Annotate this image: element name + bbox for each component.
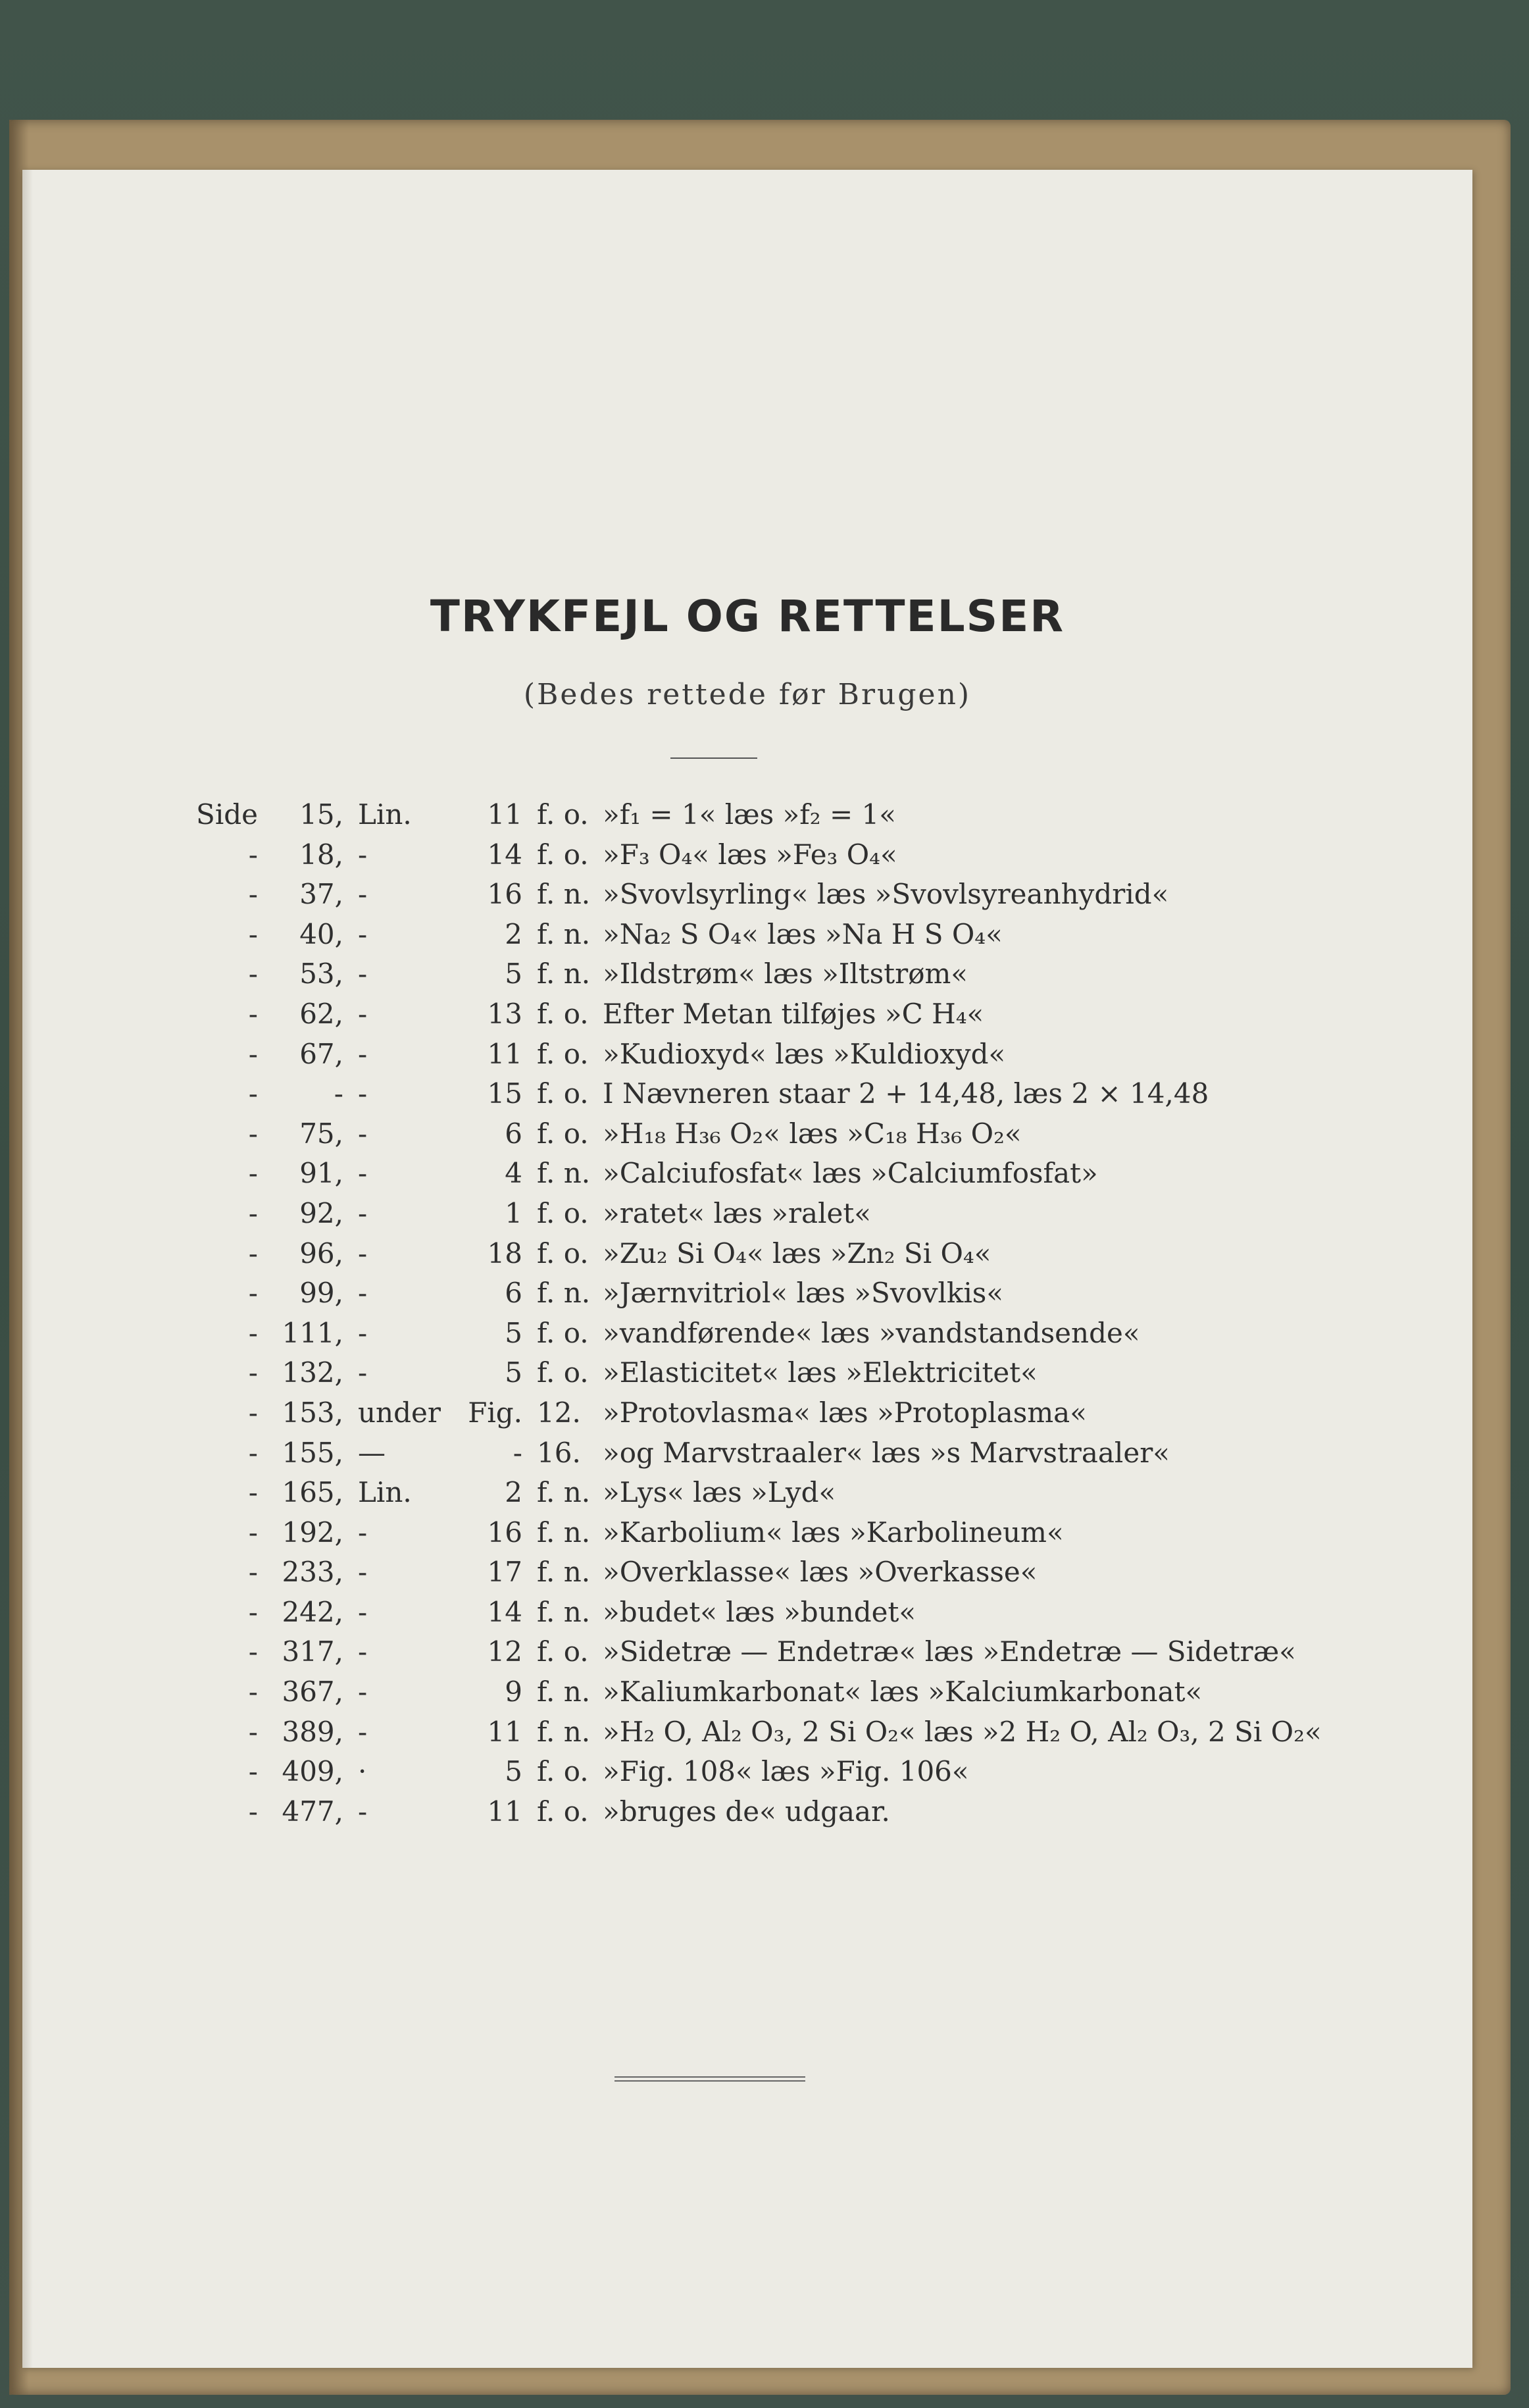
errata-row <box>186 1390 1422 1430</box>
errata-side: - <box>248 1795 258 1828</box>
errata-position: f. o. <box>537 1316 589 1349</box>
errata-position: f. n. <box>537 1157 591 1190</box>
errata-row <box>186 1350 1422 1390</box>
errata-row <box>186 871 1422 911</box>
errata-page: 165, <box>282 1476 343 1509</box>
errata-position: f. o. <box>537 1795 589 1828</box>
errata-page: - <box>334 1077 343 1110</box>
errata-side: - <box>248 1556 258 1589</box>
errata-kind: - <box>358 1556 368 1589</box>
errata-page: 15, <box>299 798 343 831</box>
errata-row <box>186 1709 1422 1749</box>
errata-kind: - <box>358 1595 368 1628</box>
errata-position: 16. <box>537 1436 581 1469</box>
errata-page: 99, <box>299 1277 343 1310</box>
errata-page: 132, <box>282 1356 343 1389</box>
errata-side: - <box>248 878 258 911</box>
errata-row <box>186 1031 1422 1071</box>
errata-position: f. o. <box>537 798 589 831</box>
errata-kind: - <box>358 1037 368 1070</box>
errata-kind: - <box>358 1316 368 1349</box>
errata-line: 9 <box>505 1676 522 1708</box>
errata-line: 11 <box>487 798 522 831</box>
errata-line: 4 <box>505 1157 522 1190</box>
errata-row <box>186 1470 1422 1510</box>
errata-kind: - <box>358 917 368 950</box>
errata-position: f. o. <box>537 997 589 1030</box>
page-title: TRYKFEJL OG RETTELSER <box>430 591 1065 642</box>
errata-kind: - <box>358 1157 368 1190</box>
errata-kind: - <box>358 1356 368 1389</box>
errata-line: 6 <box>505 1277 522 1310</box>
errata-line: 13 <box>487 997 522 1030</box>
errata-page: 409, <box>282 1755 343 1788</box>
errata-row <box>186 1749 1422 1789</box>
errata-page: 91, <box>299 1157 343 1190</box>
errata-row <box>186 1549 1422 1589</box>
errata-side: - <box>248 1595 258 1628</box>
errata-position: f. n. <box>537 1476 591 1509</box>
errata-side: - <box>248 1316 258 1349</box>
errata-position: f. o. <box>537 1356 589 1389</box>
errata-kind: - <box>358 838 368 871</box>
errata-correction: »Elasticitet« læs »Elektricitet« <box>603 1356 1038 1389</box>
errata-side: Side <box>196 798 258 831</box>
errata-position: f. o. <box>537 1196 589 1229</box>
errata-kind: - <box>358 1795 368 1828</box>
errata-page: 111, <box>282 1316 343 1349</box>
errata-side: - <box>248 1436 258 1469</box>
errata-kind: - <box>358 1715 368 1748</box>
errata-page: 37, <box>299 878 343 911</box>
errata-row <box>186 1789 1422 1829</box>
errata-correction: »H₁₈ H₃₆ O₂« læs »C₁₈ H₃₆ O₂« <box>603 1117 1022 1150</box>
errata-page: 75, <box>299 1117 343 1150</box>
errata-line: 16 <box>487 1516 522 1549</box>
errata-correction: »Jærnvitriol« læs »Svovlkis« <box>603 1277 1004 1310</box>
errata-side: - <box>248 1755 258 1788</box>
errata-page: 67, <box>299 1037 343 1070</box>
errata-page: 18, <box>299 838 343 871</box>
errata-line: 12 <box>487 1635 522 1668</box>
errata-line: 14 <box>487 838 522 871</box>
errata-page: 96, <box>299 1237 343 1269</box>
errata-side: - <box>248 1635 258 1668</box>
errata-correction: »ratet« læs »ralet« <box>603 1196 871 1229</box>
errata-side: - <box>248 1117 258 1150</box>
errata-kind: - <box>358 1516 368 1549</box>
errata-side: - <box>248 1277 258 1310</box>
errata-page: 62, <box>299 997 343 1030</box>
errata-position: f. n. <box>537 1595 591 1628</box>
errata-side: - <box>248 1196 258 1229</box>
errata-kind: Lin. <box>358 798 412 831</box>
errata-kind: - <box>358 878 368 911</box>
errata-kind: Lin. <box>358 1476 412 1509</box>
errata-side: - <box>248 1676 258 1708</box>
errata-page: 317, <box>282 1635 343 1668</box>
errata-side: - <box>248 1077 258 1110</box>
errata-kind: - <box>358 1277 368 1310</box>
errata-correction: »Zu₂ Si O₄« læs »Zn₂ Si O₄« <box>603 1237 991 1269</box>
errata-side: - <box>248 917 258 950</box>
errata-page: 155, <box>282 1436 343 1469</box>
errata-correction: »og Marvstraaler« læs »s Marvstraaler« <box>603 1436 1170 1469</box>
errata-correction: »Svovlsyrling« læs »Svovlsyreanhydrid« <box>603 878 1169 911</box>
errata-row <box>186 1191 1422 1231</box>
errata-line: 11 <box>487 1715 522 1748</box>
errata-page: 153, <box>282 1396 343 1429</box>
errata-correction: »budet« læs »bundet« <box>603 1595 916 1628</box>
errata-side: - <box>248 958 258 990</box>
errata-correction: »Lys« læs »Lyd« <box>603 1476 836 1509</box>
errata-line: 11 <box>487 1037 522 1070</box>
errata-side: - <box>248 1396 258 1429</box>
errata-position: f. o. <box>537 1635 589 1668</box>
errata-kind: · <box>358 1755 367 1788</box>
errata-row <box>186 1071 1422 1111</box>
errata-row <box>186 1430 1422 1470</box>
errata-side: - <box>248 1157 258 1190</box>
errata-kind: - <box>358 1237 368 1269</box>
errata-line: 6 <box>505 1117 522 1150</box>
errata-page: 233, <box>282 1556 343 1589</box>
errata-row <box>186 1150 1422 1191</box>
errata-correction: »Ildstrøm« læs »Iltstrøm« <box>603 958 968 990</box>
errata-correction: »Calciufosfat« læs »Calciumfosfat» <box>603 1157 1098 1190</box>
errata-correction: »Sidetræ — Endetræ« læs »Endetræ — Sidetræ« <box>603 1635 1296 1668</box>
errata-page: 192, <box>282 1516 343 1549</box>
errata-row <box>186 1589 1422 1629</box>
errata-position: f. n. <box>537 1556 591 1589</box>
errata-position: f. n. <box>537 878 591 911</box>
errata-position: f. o. <box>537 1237 589 1269</box>
errata-line: 2 <box>505 1476 522 1509</box>
errata-correction: »H₂ O, Al₂ O₃, 2 Si O₂« læs »2 H₂ O, Al₂ O₃, 2 Si O₂« <box>603 1715 1322 1748</box>
errata-side: - <box>248 1356 258 1389</box>
errata-page: 389, <box>282 1715 343 1748</box>
errata-position: f. o. <box>537 1037 589 1070</box>
errata-line: 5 <box>505 1755 522 1788</box>
errata-side: - <box>248 1516 258 1549</box>
errata-correction: »Protovlasma« læs »Protoplasma« <box>603 1396 1087 1429</box>
book-page <box>22 170 1472 2368</box>
errata-position: f. n. <box>537 1676 591 1708</box>
errata-row <box>186 911 1422 952</box>
errata-row <box>186 991 1422 1031</box>
errata-kind: - <box>358 1117 368 1150</box>
errata-position: f. o. <box>537 1077 589 1110</box>
errata-correction: I Nævneren staar 2 + 14,48, læs 2 × 14,48 <box>603 1077 1209 1110</box>
errata-correction: Efter Metan tilføjes »C H₄« <box>603 997 984 1030</box>
errata-page: 40, <box>299 917 343 950</box>
errata-correction: »f₁ = 1« læs »f₂ = 1« <box>603 798 896 831</box>
errata-line: - <box>513 1436 522 1469</box>
errata-correction: »F₃ O₄« læs »Fe₃ O₄« <box>603 838 897 871</box>
errata-line: 2 <box>505 917 522 950</box>
errata-correction: »Kaliumkarbonat« læs »Kalciumkarbonat« <box>603 1676 1203 1708</box>
errata-list <box>186 792 1422 1828</box>
errata-kind: - <box>358 1077 368 1110</box>
errata-side: - <box>248 1476 258 1509</box>
errata-position: f. n. <box>537 1516 591 1549</box>
errata-kind: - <box>358 1676 368 1708</box>
errata-row <box>186 832 1422 872</box>
errata-page: 477, <box>282 1795 343 1828</box>
errata-position: f. o. <box>537 1117 589 1150</box>
errata-line: 14 <box>487 1595 522 1628</box>
errata-row <box>186 1510 1422 1550</box>
errata-correction: »Fig. 108« læs »Fig. 106« <box>603 1755 969 1788</box>
errata-position: 12. <box>537 1396 581 1429</box>
errata-kind: - <box>358 1635 368 1668</box>
errata-line: 5 <box>505 1316 522 1349</box>
errata-line: 5 <box>505 958 522 990</box>
errata-row <box>186 1310 1422 1350</box>
errata-position: f. o. <box>537 1755 589 1788</box>
errata-row <box>186 1270 1422 1310</box>
errata-line: 18 <box>487 1237 522 1269</box>
title-divider <box>670 757 757 759</box>
errata-page: 53, <box>299 958 343 990</box>
errata-side: - <box>248 997 258 1030</box>
errata-kind: - <box>358 958 368 990</box>
errata-row <box>186 792 1422 832</box>
errata-kind: — <box>358 1436 386 1469</box>
errata-page: 92, <box>299 1196 343 1229</box>
end-divider <box>614 2076 805 2082</box>
errata-correction: »Na₂ S O₄« læs »Na H S O₄« <box>603 917 1003 950</box>
errata-position: f. o. <box>537 838 589 871</box>
page-subtitle: (Bedes rettede før Brugen) <box>523 678 972 711</box>
errata-row <box>186 1629 1422 1669</box>
errata-position: f. n. <box>537 1715 591 1748</box>
errata-kind: under <box>358 1396 441 1429</box>
errata-side: - <box>248 838 258 871</box>
errata-position: f. n. <box>537 958 591 990</box>
errata-correction: »bruges de« udgaar. <box>603 1795 890 1828</box>
errata-correction: »Karbolium« læs »Karbolineum« <box>603 1516 1064 1549</box>
errata-page: 367, <box>282 1676 343 1708</box>
errata-row <box>186 1669 1422 1709</box>
errata-line: 11 <box>487 1795 522 1828</box>
errata-side: - <box>248 1037 258 1070</box>
errata-line: Fig. <box>468 1396 522 1429</box>
page-edge-shadow <box>22 170 33 2368</box>
errata-correction: »vandførende« læs »vandstandsende« <box>603 1316 1140 1349</box>
errata-correction: »Kudioxyd« læs »Kuldioxyd« <box>603 1037 1006 1070</box>
errata-row <box>186 951 1422 991</box>
errata-page: 242, <box>282 1595 343 1628</box>
errata-position: f. n. <box>537 917 591 950</box>
errata-line: 17 <box>487 1556 522 1589</box>
errata-kind: - <box>358 997 368 1030</box>
errata-line: 16 <box>487 878 522 911</box>
errata-row <box>186 1111 1422 1151</box>
errata-line: 1 <box>505 1196 522 1229</box>
errata-kind: - <box>358 1196 368 1229</box>
errata-correction: »Overklasse« læs »Overkasse« <box>603 1556 1038 1589</box>
errata-side: - <box>248 1237 258 1269</box>
errata-line: 5 <box>505 1356 522 1389</box>
errata-side: - <box>248 1715 258 1748</box>
errata-row <box>186 1231 1422 1271</box>
errata-position: f. n. <box>537 1277 591 1310</box>
errata-line: 15 <box>487 1077 522 1110</box>
